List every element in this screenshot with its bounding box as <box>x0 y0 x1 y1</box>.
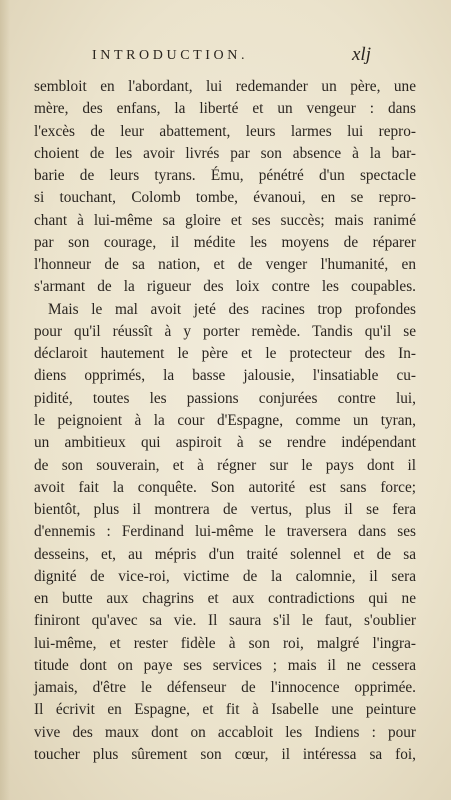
text-line: finiront qu'avec sa vie. Il saura s'il le faut, s'oublier <box>34 612 416 630</box>
text-line: Mais le mal avoit jeté des racines trop profondes <box>48 300 416 318</box>
text-line: par son courage, il médite les moyens de réparer <box>34 233 416 251</box>
text-line: un ambitieux qui aspiroit à se rendre indépendant <box>34 434 416 452</box>
text-line: de son souverain, et à régner sur le pays dont il <box>34 456 416 474</box>
text-line: desseins, et, au mépris d'un traité solennel et de sa <box>34 545 416 563</box>
text-line: sembloit en l'abordant, lui redemander un père, une <box>34 78 416 95</box>
page-gutter-shadow <box>0 0 10 800</box>
text-line: en butte aux chagrins et aux contradictions qui ne <box>34 590 416 608</box>
text-line: jamais, d'être le défenseur de l'innocence opprimée. <box>34 679 416 697</box>
text-line: barie de leurs tyrans. Ému, pénétré d'un spectacle <box>34 167 416 185</box>
text-line: déclaroit hautement le père et le protecteur des In- <box>34 345 416 363</box>
page-number: xlj <box>352 44 371 65</box>
text-line: avoit fait la conquête. Son autorité est sans force; <box>34 478 416 496</box>
running-head <box>0 44 451 66</box>
text-line: chant à lui-même sa gloire et ses succès; mais ranimé <box>34 211 416 229</box>
text-line: d'ennemis : Ferdinand lui-même le traversera dans ses <box>34 523 416 541</box>
text-line: le peignoient à la cour d'Espagne, comme un tyran, <box>34 411 416 429</box>
text-line: l'honneur de sa nation, et de venger l'humanité, en <box>34 256 416 274</box>
text-line: vive des maux dont on accabloit les Indiens : pour <box>34 723 416 741</box>
text-line: pidité, toutes les passions conjurées contre lui, <box>34 389 416 407</box>
text-line: si touchant, Colomb tombe, évanoui, en se repro- <box>34 189 416 207</box>
text-line: s'armant de la rigueur des loix contre les coupables. <box>34 278 416 296</box>
text-line: dignité de vice-roi, victime de la calomnie, il sera <box>34 567 416 585</box>
text-line: bientôt, plus il montrera de vertus, plus il se fera <box>34 501 416 519</box>
text-line: lui-même, et rester fidèle à son roi, malgré l'ingra- <box>34 634 416 652</box>
text-line: toucher plus sûrement son cœur, il intéressa sa foi, <box>34 745 416 763</box>
text-line: diens opprimés, la basse jalousie, l'insatiable cu- <box>34 367 416 385</box>
text-line: choient de les avoir livrés par son absence à la bar- <box>34 144 416 162</box>
text-line: Il écrivit en Espagne, et fit à Isabelle une peinture <box>34 701 416 719</box>
text-line: pour qu'il réussît à y porter remède. Tandis qu'il se <box>34 322 416 340</box>
text-line: mère, des enfans, la liberté et un vengeur : dans <box>34 100 416 118</box>
text-line: l'excès de leur abattement, leurs larmes lui repro- <box>34 122 416 140</box>
body-text <box>34 76 416 766</box>
running-title: INTRODUCTION. <box>92 48 249 63</box>
text-line: titude dont on paye ses services ; mais il ne cessera <box>34 656 416 674</box>
